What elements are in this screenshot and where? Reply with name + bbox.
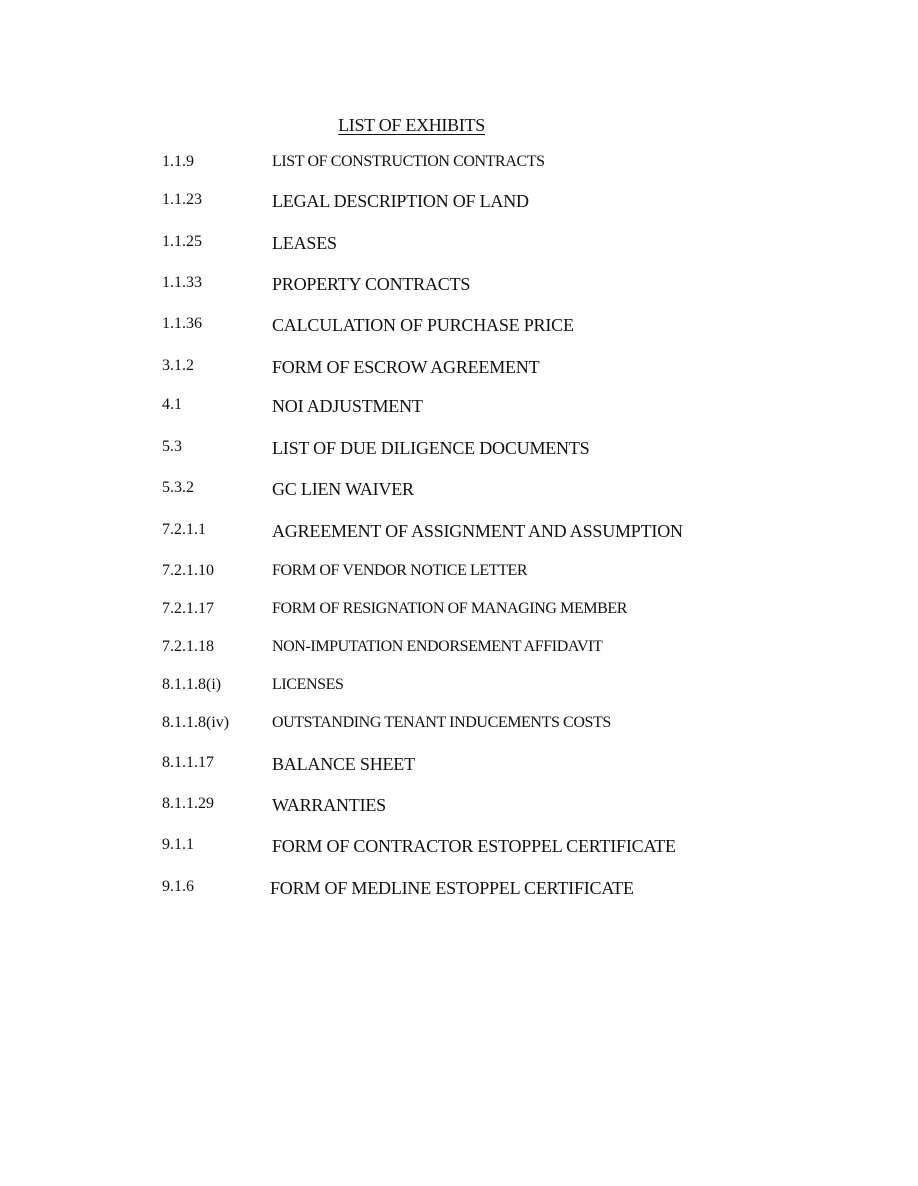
exhibit-number: 7.2.1.10 [162, 562, 214, 579]
exhibit-row [0, 754, 918, 782]
exhibit-row [0, 153, 918, 181]
exhibit-number: 9.1.6 [162, 878, 194, 895]
exhibit-description: GC LIEN WAIVER [272, 479, 414, 499]
page-title: LIST OF EXHIBITS [338, 115, 485, 135]
exhibit-description: CALCULATION OF PURCHASE PRICE [272, 315, 574, 335]
exhibit-row [0, 600, 918, 628]
exhibit-description: FORM OF ESCROW AGREEMENT [272, 357, 540, 377]
exhibit-number: 7.2.1.17 [162, 600, 214, 617]
exhibit-description: NOI ADJUSTMENT [272, 396, 423, 416]
exhibit-description: FORM OF RESIGNATION OF MANAGING MEMBER [272, 600, 628, 617]
exhibit-number: 1.1.33 [162, 274, 202, 291]
exhibit-description: NON-IMPUTATION ENDORSEMENT AFFIDAVIT [272, 638, 603, 655]
exhibit-description: BALANCE SHEET [272, 754, 415, 774]
exhibit-number: 5.3.2 [162, 479, 194, 496]
exhibit-number: 8.1.1.29 [162, 795, 214, 812]
exhibit-description: WARRANTIES [272, 795, 386, 815]
exhibit-description: FORM OF MEDLINE ESTOPPEL CERTIFICATE [270, 878, 634, 898]
exhibit-row [0, 562, 918, 590]
exhibit-row [0, 836, 918, 864]
exhibit-number: 7.2.1.18 [162, 638, 214, 655]
exhibit-row [0, 638, 918, 666]
exhibit-row [0, 274, 918, 302]
exhibit-number: 1.1.25 [162, 233, 202, 250]
exhibit-row [0, 521, 918, 549]
exhibit-description: LEASES [272, 233, 337, 253]
exhibit-number: 4.1 [162, 396, 182, 413]
exhibit-number: 3.1.2 [162, 357, 194, 374]
exhibit-row [0, 233, 918, 261]
exhibit-description: FORM OF CONTRACTOR ESTOPPEL CERTIFICATE [272, 836, 676, 856]
exhibit-description: PROPERTY CONTRACTS [272, 274, 471, 294]
exhibit-description: AGREEMENT OF ASSIGNMENT AND ASSUMPTION [272, 521, 683, 541]
exhibit-number: 1.1.23 [162, 191, 202, 208]
exhibit-number: 5.3 [162, 438, 182, 455]
exhibit-row [0, 878, 918, 906]
exhibit-row [0, 676, 918, 704]
exhibit-description: OUTSTANDING TENANT INDUCEMENTS COSTS [272, 714, 611, 731]
exhibit-description: LICENSES [272, 676, 344, 693]
exhibit-row [0, 357, 918, 385]
exhibit-number: 7.2.1.1 [162, 521, 206, 538]
exhibit-number: 1.1.9 [162, 153, 194, 170]
exhibit-description: FORM OF VENDOR NOTICE LETTER [272, 562, 528, 579]
exhibit-description: LEGAL DESCRIPTION OF LAND [272, 191, 529, 211]
exhibit-description: LIST OF CONSTRUCTION CONTRACTS [272, 153, 545, 170]
exhibit-row [0, 479, 918, 507]
exhibit-row [0, 795, 918, 823]
exhibit-description: LIST OF DUE DILIGENCE DOCUMENTS [272, 438, 590, 458]
exhibit-number: 8.1.1.8(iv) [162, 714, 230, 731]
exhibit-row [0, 438, 918, 466]
exhibit-row [0, 714, 918, 742]
exhibit-number: 1.1.36 [162, 315, 202, 332]
exhibit-row [0, 191, 918, 219]
exhibit-number: 8.1.1.17 [162, 754, 214, 771]
exhibit-row [0, 396, 918, 424]
exhibit-row [0, 315, 918, 343]
exhibit-number: 9.1.1 [162, 836, 194, 853]
exhibit-number: 8.1.1.8(i) [162, 676, 222, 693]
